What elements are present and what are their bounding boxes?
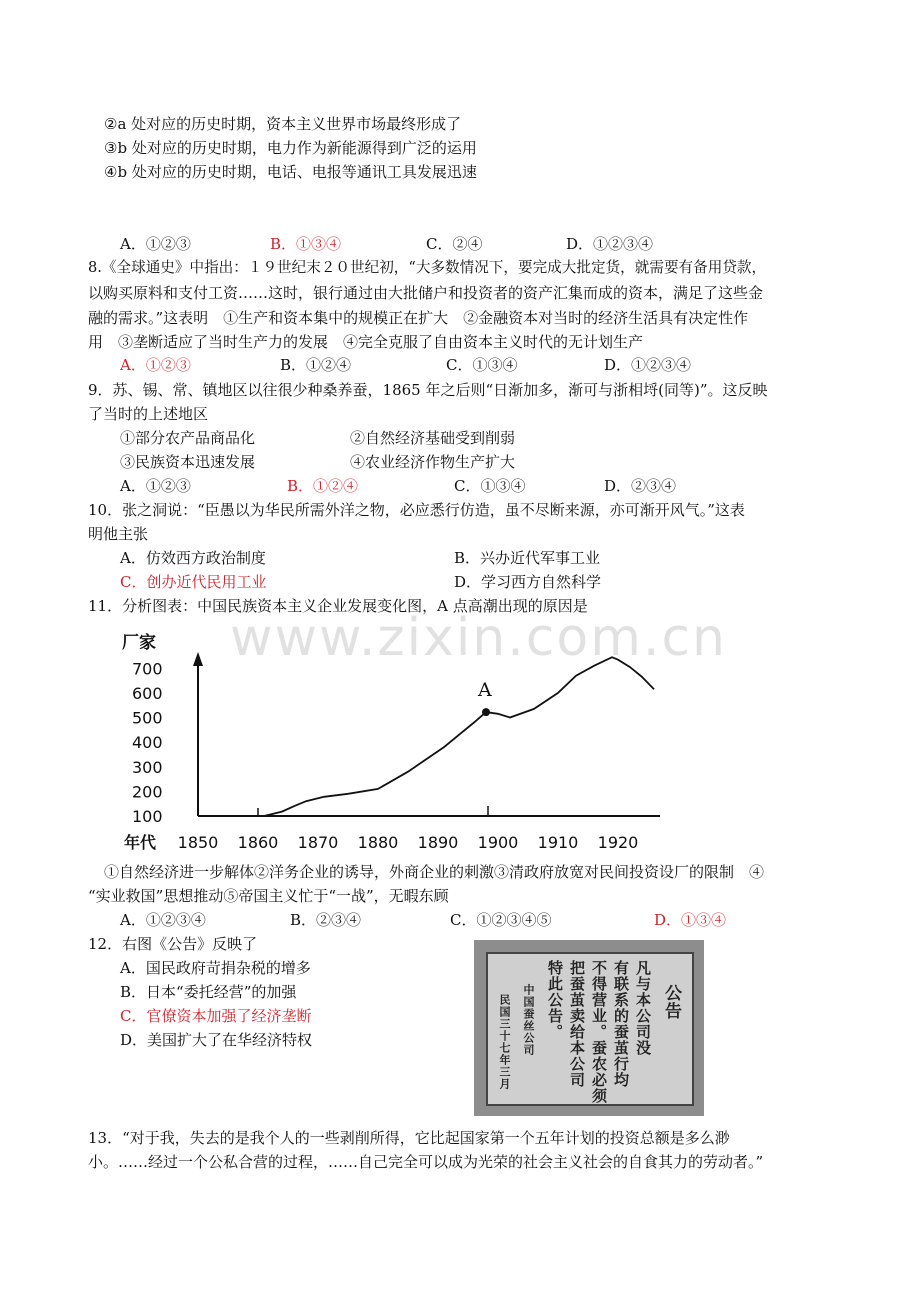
chart-ytick-100: 100 bbox=[132, 807, 163, 826]
notice-date: 民国三十七年三月 bbox=[498, 994, 511, 1090]
chart-xtick-1900: 1900 bbox=[477, 833, 519, 852]
q12-option-d: D．美国扩大了在华经济特权 bbox=[120, 1031, 313, 1049]
chart-y-axis-arrow bbox=[193, 652, 203, 666]
q11-option-d: D．①③④ bbox=[654, 911, 727, 929]
notice-image bbox=[474, 940, 704, 1116]
q8-line-1: 8.《全球通史》中指出：１９世纪末２０世纪初，“大多数情况下，要完成大批定货，就需要有备用贷款， bbox=[88, 259, 767, 276]
q7-option-d: D．①②③④ bbox=[566, 235, 654, 253]
chart-xtick-1920: 1920 bbox=[597, 833, 639, 852]
q11-option-b: B．②③④ bbox=[290, 911, 362, 929]
q13-line-1: 13．“对于我，失去的是我个人的一些剥削所得，它比起国家第一个五年计划的投资总额是多么渺 bbox=[88, 1129, 730, 1147]
chart-xtick-1870: 1870 bbox=[297, 833, 339, 852]
q11-option-c: C．①②③④⑤ bbox=[450, 911, 552, 929]
q11-line-3: “实业救国”思想推动⑤帝国主义忙于“一战”，无暇东顾 bbox=[88, 887, 449, 905]
q8-line-4: 用 ③垄断适应了当时生产力的发展 ④完全克服了自由资本主义时代的无计划生产 bbox=[88, 333, 644, 351]
notice-title: 公告 bbox=[661, 984, 681, 1020]
q9-statement-2: ②自然经济基础受到削弱 bbox=[350, 429, 516, 447]
q8-option-b: B．①②④ bbox=[280, 356, 352, 374]
chart-ylabel: 厂家 bbox=[122, 633, 156, 653]
q7-statement-4: ④b 处对应的历史时期，电话、电报等通讯工具发展迅速 bbox=[104, 163, 477, 181]
chart-xtick-1880: 1880 bbox=[357, 833, 399, 852]
q12-option-c: C．官僚资本加强了经济垄断 bbox=[120, 1007, 312, 1025]
q8-option-c: C．①③④ bbox=[446, 356, 518, 374]
q10-line-2: 明他主张 bbox=[88, 525, 149, 543]
chart-xtick-1850: 1850 bbox=[177, 833, 219, 852]
chart-point-a bbox=[482, 708, 490, 716]
notice-organization: 中国蚕丝公司 bbox=[522, 984, 535, 1056]
q12-option-a: A．国民政府苛捐杂税的增多 bbox=[120, 959, 311, 977]
enterprise-growth-chart bbox=[120, 626, 720, 858]
chart-xlabel: 年代 bbox=[124, 833, 157, 852]
q9-line-2: 了当时的上述地区 bbox=[88, 405, 209, 423]
notice-col-5: 特此公告。 bbox=[546, 960, 564, 1040]
watermark: www.zixin.com.cn bbox=[230, 608, 727, 668]
chart-annotation-a: A bbox=[478, 679, 492, 702]
q11-line-1: 11．分析图表：中国民族资本主义企业发展变化图，A 点高潮出现的原因是 bbox=[88, 597, 588, 615]
q8-option-a: A．①②③ bbox=[120, 356, 191, 374]
chart-ytick-600: 600 bbox=[132, 683, 163, 703]
q12-line-1: 12．右图《公告》反映了 bbox=[88, 935, 258, 953]
q8-line-2: 以购买原料和支付工资……这时，银行通过由大批储户和投资者的资产汇集而成的资本，满足了这些金 bbox=[88, 284, 764, 302]
chart-xtick-1890: 1890 bbox=[417, 833, 459, 852]
chart-ytick-700: 700 bbox=[132, 659, 163, 679]
q7-statement-2: ②a 处对应的历史时期，资本主义世界市场最终形成了 bbox=[104, 115, 462, 133]
q9-statement-3: ③民族资本迅速发展 bbox=[120, 453, 256, 471]
q10-option-d: D．学习西方自然科学 bbox=[454, 573, 602, 591]
chart-xtick-1860: 1860 bbox=[237, 833, 279, 852]
q10-option-c: C．创办近代民用工业 bbox=[120, 573, 267, 591]
q7-option-c: C．②④ bbox=[426, 235, 483, 253]
q8-option-d: D．①②③④ bbox=[604, 356, 692, 374]
q13-line-2: 小。……经过一个公私合营的过程，……自己完全可以成为光荣的社会主义社会的自食其力的劳动者。” bbox=[88, 1153, 764, 1171]
chart-ytick-300: 300 bbox=[132, 757, 163, 777]
notice-col-1: 凡与本公司没 bbox=[634, 960, 652, 1056]
q9-statement-1: ①部分农产品商品化 bbox=[120, 429, 256, 447]
q9-option-a: A．①②③ bbox=[120, 477, 191, 495]
chart-series-line bbox=[264, 657, 654, 816]
q10-line-1: 10．张之洞说：“臣愚以为华民所需外洋之物，必应悉行仿造，虽不尽断来源，亦可渐开风气。”这表 bbox=[88, 501, 745, 519]
q7-statement-3: ③b 处对应的历史时期，电力作为新能源得到广泛的运用 bbox=[104, 139, 477, 157]
chart-ytick-500: 500 bbox=[132, 708, 163, 728]
q11-option-a: A．①②③④ bbox=[120, 911, 206, 929]
notice-col-2: 有联系的蚕茧行均 bbox=[612, 960, 630, 1088]
q9-option-d: D．②③④ bbox=[604, 477, 677, 495]
q9-line-1: 9．苏、锡、常、镇地区以往很少种桑养蚕，1865 年之后则“日渐加多，渐可与浙相埒(同等)”。这反映 bbox=[88, 381, 768, 399]
q10-option-b: B．兴办近代军事工业 bbox=[454, 549, 601, 567]
q9-statement-4: ④农业经济作物生产扩大 bbox=[350, 453, 516, 471]
q7-option-a: A．①②③ bbox=[120, 235, 191, 253]
chart-ytick-200: 200 bbox=[132, 782, 163, 802]
notice-col-4: 把蚕茧卖给本公司 bbox=[568, 960, 586, 1088]
q11-line-2: ①自然经济进一步解体②洋务企业的诱导，外商企业的刺激③清政府放宽对民间投资设厂的限制 ④ bbox=[104, 863, 765, 881]
notice-board bbox=[486, 952, 694, 1106]
q12-option-b: B．日本“委托经营”的加强 bbox=[120, 983, 297, 1001]
q9-option-c: C．①③④ bbox=[454, 477, 526, 495]
chart-xtick-1910: 1910 bbox=[537, 833, 579, 852]
q10-option-a: A．仿效西方政治制度 bbox=[120, 549, 266, 567]
q8-line-3: 融的需求。”这表明 ①生产和资本集中的规模正在扩大 ②金融资本对当时的经济生活具有决定性作 bbox=[88, 309, 749, 327]
q7-option-b: B．①③④ bbox=[270, 235, 342, 253]
notice-col-3: 不得营业。蚕农必须 bbox=[590, 960, 608, 1104]
q9-option-b: B．①②④ bbox=[287, 477, 359, 495]
chart-ytick-400: 400 bbox=[132, 733, 163, 753]
